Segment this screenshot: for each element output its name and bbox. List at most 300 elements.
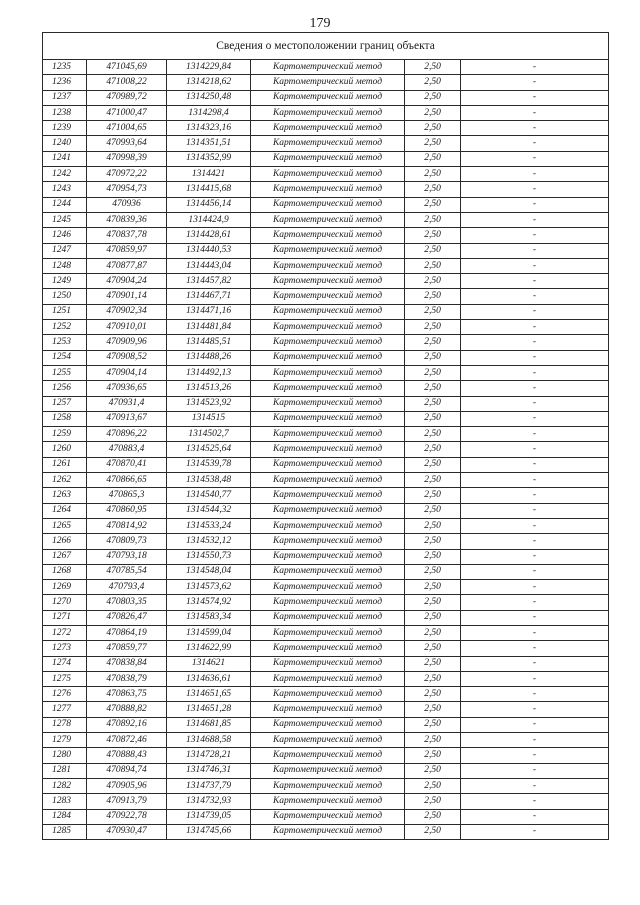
cell-coord-x: 470909,96 (87, 335, 167, 350)
cell-point-number: 1272 (43, 625, 87, 640)
cell-point-number: 1261 (43, 457, 87, 472)
cell-description: - (461, 503, 609, 518)
cell-point-number: 1240 (43, 136, 87, 151)
cell-coord-y: 1314732,93 (167, 794, 251, 809)
table-title-row (43, 33, 609, 60)
table-row (43, 411, 609, 426)
cell-coord-x: 470896,22 (87, 427, 167, 442)
table-row (43, 457, 609, 472)
cell-method: Картометрический метод (251, 427, 405, 442)
cell-coord-x: 470838,84 (87, 656, 167, 671)
cell-description: - (461, 60, 609, 75)
cell-coord-y: 1314739,05 (167, 809, 251, 824)
cell-accuracy: 2,50 (405, 641, 461, 656)
cell-accuracy: 2,50 (405, 212, 461, 227)
cell-point-number: 1245 (43, 212, 87, 227)
cell-accuracy: 2,50 (405, 365, 461, 380)
cell-method: Картометрический метод (251, 763, 405, 778)
cell-description: - (461, 595, 609, 610)
cell-coord-y: 1314415,68 (167, 182, 251, 197)
cell-coord-y: 1314218,62 (167, 75, 251, 90)
cell-accuracy: 2,50 (405, 75, 461, 90)
cell-point-number: 1252 (43, 320, 87, 335)
cell-coord-x: 470826,47 (87, 610, 167, 625)
cell-coord-x: 470814,92 (87, 518, 167, 533)
cell-accuracy: 2,50 (405, 763, 461, 778)
cell-coord-x: 470910,01 (87, 320, 167, 335)
cell-method: Картометрический метод (251, 75, 405, 90)
table-row (43, 824, 609, 839)
table-row (43, 258, 609, 273)
cell-point-number: 1267 (43, 549, 87, 564)
cell-description: - (461, 274, 609, 289)
cell-method: Картометрический метод (251, 733, 405, 748)
cell-coord-y: 1314573,62 (167, 580, 251, 595)
cell-coord-y: 1314424,9 (167, 212, 251, 227)
cell-coord-y: 1314492,13 (167, 365, 251, 380)
cell-point-number: 1251 (43, 304, 87, 319)
cell-accuracy: 2,50 (405, 809, 461, 824)
cell-description: - (461, 75, 609, 90)
cell-coord-x: 470904,24 (87, 274, 167, 289)
table-row (43, 625, 609, 640)
cell-accuracy: 2,50 (405, 610, 461, 625)
cell-method: Картометрический метод (251, 778, 405, 793)
table-row (43, 809, 609, 824)
cell-coord-y: 1314681,85 (167, 717, 251, 732)
cell-accuracy: 2,50 (405, 258, 461, 273)
cell-coord-x: 470860,95 (87, 503, 167, 518)
cell-accuracy: 2,50 (405, 625, 461, 640)
cell-coord-x: 471000,47 (87, 105, 167, 120)
table-row (43, 136, 609, 151)
cell-coord-x: 470888,82 (87, 702, 167, 717)
cell-description: - (461, 167, 609, 182)
cell-accuracy: 2,50 (405, 503, 461, 518)
cell-coord-x: 470888,43 (87, 748, 167, 763)
cell-coord-y: 1314574,92 (167, 595, 251, 610)
cell-method: Картометрический метод (251, 595, 405, 610)
table-row (43, 167, 609, 182)
table-row (43, 60, 609, 75)
cell-point-number: 1253 (43, 335, 87, 350)
cell-coord-x: 470883,4 (87, 442, 167, 457)
cell-accuracy: 2,50 (405, 442, 461, 457)
cell-accuracy: 2,50 (405, 167, 461, 182)
cell-coord-y: 1314481,84 (167, 320, 251, 335)
cell-description: - (461, 564, 609, 579)
cell-coord-y: 1314485,51 (167, 335, 251, 350)
cell-coord-x: 470936,65 (87, 381, 167, 396)
table-row (43, 778, 609, 793)
cell-accuracy: 2,50 (405, 518, 461, 533)
cell-point-number: 1237 (43, 90, 87, 105)
cell-method: Картометрический метод (251, 274, 405, 289)
table-row (43, 365, 609, 380)
table-row (43, 228, 609, 243)
cell-method: Картометрический метод (251, 90, 405, 105)
cell-method: Картометрический метод (251, 748, 405, 763)
cell-method: Картометрический метод (251, 396, 405, 411)
cell-point-number: 1255 (43, 365, 87, 380)
cell-point-number: 1275 (43, 671, 87, 686)
cell-coord-x: 470785,54 (87, 564, 167, 579)
cell-method: Картометрический метод (251, 381, 405, 396)
table-row (43, 350, 609, 365)
table-row (43, 105, 609, 120)
cell-method: Картометрический метод (251, 442, 405, 457)
table-row (43, 289, 609, 304)
table-row (43, 182, 609, 197)
cell-method: Картометрический метод (251, 580, 405, 595)
cell-description: - (461, 442, 609, 457)
cell-coord-y: 1314488,26 (167, 350, 251, 365)
cell-description: - (461, 197, 609, 212)
cell-description: - (461, 549, 609, 564)
cell-description: - (461, 473, 609, 488)
cell-accuracy: 2,50 (405, 335, 461, 350)
cell-coord-x: 470793,4 (87, 580, 167, 595)
cell-description: - (461, 625, 609, 640)
cell-description: - (461, 641, 609, 656)
cell-method: Картометрический метод (251, 289, 405, 304)
table-row (43, 473, 609, 488)
cell-method: Картометрический метод (251, 473, 405, 488)
table-row (43, 151, 609, 166)
cell-description: - (461, 778, 609, 793)
cell-point-number: 1263 (43, 488, 87, 503)
cell-method: Картометрический метод (251, 687, 405, 702)
cell-coord-x: 470839,36 (87, 212, 167, 227)
cell-description: - (461, 365, 609, 380)
table-row (43, 656, 609, 671)
cell-description: - (461, 763, 609, 778)
cell-coord-y: 1314688,58 (167, 733, 251, 748)
boundary-coordinates-table (42, 32, 609, 840)
cell-coord-y: 1314544,32 (167, 503, 251, 518)
cell-method: Картометрический метод (251, 549, 405, 564)
cell-point-number: 1244 (43, 197, 87, 212)
cell-point-number: 1247 (43, 243, 87, 258)
cell-coord-x: 470901,14 (87, 289, 167, 304)
table-title: Сведения о местоположении границ объекта (43, 33, 609, 60)
cell-coord-x: 471004,65 (87, 121, 167, 136)
cell-coord-x: 470872,46 (87, 733, 167, 748)
cell-accuracy: 2,50 (405, 733, 461, 748)
cell-accuracy: 2,50 (405, 320, 461, 335)
cell-coord-y: 1314440,53 (167, 243, 251, 258)
table-row (43, 687, 609, 702)
cell-coord-x: 470838,79 (87, 671, 167, 686)
cell-coord-y: 1314651,28 (167, 702, 251, 717)
cell-method: Картометрический метод (251, 411, 405, 426)
cell-description: - (461, 457, 609, 472)
cell-accuracy: 2,50 (405, 778, 461, 793)
cell-coord-x: 470993,64 (87, 136, 167, 151)
cell-method: Картометрический метод (251, 824, 405, 839)
cell-coord-y: 1314728,21 (167, 748, 251, 763)
table-row (43, 320, 609, 335)
cell-point-number: 1268 (43, 564, 87, 579)
cell-coord-x: 470922,78 (87, 809, 167, 824)
cell-coord-x: 470954,73 (87, 182, 167, 197)
cell-method: Картометрический метод (251, 518, 405, 533)
page-number: 179 (309, 16, 331, 31)
cell-point-number: 1273 (43, 641, 87, 656)
cell-description: - (461, 258, 609, 273)
cell-point-number: 1262 (43, 473, 87, 488)
table-row (43, 534, 609, 549)
cell-point-number: 1260 (43, 442, 87, 457)
cell-accuracy: 2,50 (405, 105, 461, 120)
cell-description: - (461, 809, 609, 824)
cell-accuracy: 2,50 (405, 274, 461, 289)
table-row (43, 595, 609, 610)
cell-coord-y: 1314599,04 (167, 625, 251, 640)
cell-description: - (461, 350, 609, 365)
cell-coord-y: 1314745,66 (167, 824, 251, 839)
cell-accuracy: 2,50 (405, 824, 461, 839)
cell-description: - (461, 427, 609, 442)
table-row (43, 641, 609, 656)
table-row (43, 75, 609, 90)
cell-point-number: 1257 (43, 396, 87, 411)
cell-coord-x: 470931,4 (87, 396, 167, 411)
cell-point-number: 1236 (43, 75, 87, 90)
cell-description: - (461, 687, 609, 702)
cell-coord-y: 1314523,92 (167, 396, 251, 411)
cell-description: - (461, 151, 609, 166)
cell-accuracy: 2,50 (405, 350, 461, 365)
cell-accuracy: 2,50 (405, 595, 461, 610)
cell-coord-y: 1314539,78 (167, 457, 251, 472)
cell-method: Картометрический метод (251, 641, 405, 656)
cell-accuracy: 2,50 (405, 687, 461, 702)
table-row (43, 717, 609, 732)
cell-method: Картометрический метод (251, 60, 405, 75)
cell-point-number: 1276 (43, 687, 87, 702)
cell-method: Картометрический метод (251, 625, 405, 640)
cell-coord-x: 470913,67 (87, 411, 167, 426)
cell-accuracy: 2,50 (405, 381, 461, 396)
cell-point-number: 1271 (43, 610, 87, 625)
cell-coord-y: 1314550,73 (167, 549, 251, 564)
cell-point-number: 1242 (43, 167, 87, 182)
cell-method: Картометрический метод (251, 197, 405, 212)
cell-point-number: 1249 (43, 274, 87, 289)
cell-accuracy: 2,50 (405, 488, 461, 503)
cell-coord-x: 470902,34 (87, 304, 167, 319)
cell-accuracy: 2,50 (405, 411, 461, 426)
table-row (43, 197, 609, 212)
cell-accuracy: 2,50 (405, 427, 461, 442)
cell-description: - (461, 304, 609, 319)
cell-description: - (461, 136, 609, 151)
cell-accuracy: 2,50 (405, 564, 461, 579)
cell-accuracy: 2,50 (405, 702, 461, 717)
table-row (43, 702, 609, 717)
cell-coord-y: 1314548,04 (167, 564, 251, 579)
cell-method: Картометрический метод (251, 167, 405, 182)
cell-method: Картометрический метод (251, 457, 405, 472)
cell-accuracy: 2,50 (405, 671, 461, 686)
cell-coord-y: 1314513,26 (167, 381, 251, 396)
cell-point-number: 1280 (43, 748, 87, 763)
cell-coord-x: 470998,39 (87, 151, 167, 166)
boundary-table-sheet (42, 32, 608, 840)
table-row (43, 794, 609, 809)
cell-coord-x: 470930,47 (87, 824, 167, 839)
cell-accuracy: 2,50 (405, 90, 461, 105)
cell-accuracy: 2,50 (405, 121, 461, 136)
cell-accuracy: 2,50 (405, 717, 461, 732)
cell-description: - (461, 748, 609, 763)
cell-coord-y: 1314651,65 (167, 687, 251, 702)
cell-point-number: 1256 (43, 381, 87, 396)
cell-coord-y: 1314621 (167, 656, 251, 671)
cell-coord-y: 1314229,84 (167, 60, 251, 75)
table-row (43, 381, 609, 396)
cell-method: Картометрический метод (251, 182, 405, 197)
cell-description: - (461, 733, 609, 748)
cell-method: Картометрический метод (251, 365, 405, 380)
cell-method: Картометрический метод (251, 304, 405, 319)
cell-method: Картометрический метод (251, 243, 405, 258)
cell-coord-y: 1314250,48 (167, 90, 251, 105)
cell-method: Картометрический метод (251, 656, 405, 671)
cell-method: Картометрический метод (251, 320, 405, 335)
cell-accuracy: 2,50 (405, 136, 461, 151)
cell-point-number: 1270 (43, 595, 87, 610)
table-row (43, 274, 609, 289)
cell-point-number: 1243 (43, 182, 87, 197)
cell-coord-y: 1314443,04 (167, 258, 251, 273)
cell-coord-x: 470936 (87, 197, 167, 212)
cell-coord-x: 470793,18 (87, 549, 167, 564)
cell-method: Картометрический метод (251, 350, 405, 365)
cell-coord-y: 1314323,16 (167, 121, 251, 136)
cell-coord-x: 471008,22 (87, 75, 167, 90)
cell-point-number: 1250 (43, 289, 87, 304)
cell-method: Картометрический метод (251, 671, 405, 686)
cell-point-number: 1278 (43, 717, 87, 732)
table-row (43, 243, 609, 258)
cell-description: - (461, 335, 609, 350)
cell-accuracy: 2,50 (405, 60, 461, 75)
cell-accuracy: 2,50 (405, 151, 461, 166)
cell-coord-y: 1314540,77 (167, 488, 251, 503)
table-body (43, 33, 609, 840)
cell-description: - (461, 656, 609, 671)
table-row (43, 518, 609, 533)
cell-point-number: 1284 (43, 809, 87, 824)
cell-method: Картометрический метод (251, 809, 405, 824)
cell-coord-x: 470803,35 (87, 595, 167, 610)
cell-accuracy: 2,50 (405, 289, 461, 304)
table-row (43, 442, 609, 457)
cell-coord-x: 470894,74 (87, 763, 167, 778)
cell-description: - (461, 105, 609, 120)
cell-description: - (461, 824, 609, 839)
cell-coord-x: 470866,65 (87, 473, 167, 488)
cell-point-number: 1264 (43, 503, 87, 518)
cell-coord-y: 1314457,82 (167, 274, 251, 289)
cell-description: - (461, 381, 609, 396)
cell-coord-x: 470905,96 (87, 778, 167, 793)
cell-accuracy: 2,50 (405, 304, 461, 319)
cell-accuracy: 2,50 (405, 182, 461, 197)
cell-method: Картометрический метод (251, 503, 405, 518)
cell-coord-y: 1314428,61 (167, 228, 251, 243)
cell-description: - (461, 610, 609, 625)
cell-point-number: 1281 (43, 763, 87, 778)
table-row (43, 748, 609, 763)
table-row (43, 564, 609, 579)
cell-coord-y: 1314502,7 (167, 427, 251, 442)
cell-description: - (461, 702, 609, 717)
table-row (43, 90, 609, 105)
cell-accuracy: 2,50 (405, 534, 461, 549)
table-row (43, 335, 609, 350)
table-row (43, 733, 609, 748)
cell-coord-x: 470904,14 (87, 365, 167, 380)
cell-method: Картометрический метод (251, 717, 405, 732)
cell-coord-y: 1314737,79 (167, 778, 251, 793)
table-row (43, 610, 609, 625)
cell-method: Картометрический метод (251, 702, 405, 717)
cell-description: - (461, 182, 609, 197)
cell-accuracy: 2,50 (405, 473, 461, 488)
cell-point-number: 1279 (43, 733, 87, 748)
cell-method: Картометрический метод (251, 794, 405, 809)
cell-coord-y: 1314421 (167, 167, 251, 182)
cell-coord-x: 470913,79 (87, 794, 167, 809)
cell-coord-x: 470859,77 (87, 641, 167, 656)
cell-point-number: 1277 (43, 702, 87, 717)
cell-point-number: 1282 (43, 778, 87, 793)
cell-coord-x: 470809,73 (87, 534, 167, 549)
cell-point-number: 1285 (43, 824, 87, 839)
table-row (43, 396, 609, 411)
cell-coord-y: 1314525,64 (167, 442, 251, 457)
cell-accuracy: 2,50 (405, 457, 461, 472)
cell-point-number: 1283 (43, 794, 87, 809)
cell-coord-x: 470859,97 (87, 243, 167, 258)
cell-coord-x: 471045,69 (87, 60, 167, 75)
cell-method: Картометрический метод (251, 136, 405, 151)
table-row (43, 488, 609, 503)
table-row (43, 304, 609, 319)
table-row (43, 671, 609, 686)
table-row (43, 503, 609, 518)
cell-coord-y: 1314746,31 (167, 763, 251, 778)
cell-coord-x: 470892,16 (87, 717, 167, 732)
cell-description: - (461, 488, 609, 503)
cell-method: Картометрический метод (251, 488, 405, 503)
table-row (43, 763, 609, 778)
cell-accuracy: 2,50 (405, 396, 461, 411)
cell-coord-y: 1314622,99 (167, 641, 251, 656)
cell-description: - (461, 320, 609, 335)
cell-coord-x: 470877,87 (87, 258, 167, 273)
cell-accuracy: 2,50 (405, 228, 461, 243)
cell-accuracy: 2,50 (405, 243, 461, 258)
cell-point-number: 1265 (43, 518, 87, 533)
cell-description: - (461, 534, 609, 549)
cell-description: - (461, 228, 609, 243)
cell-method: Картометрический метод (251, 534, 405, 549)
cell-coord-y: 1314515 (167, 411, 251, 426)
